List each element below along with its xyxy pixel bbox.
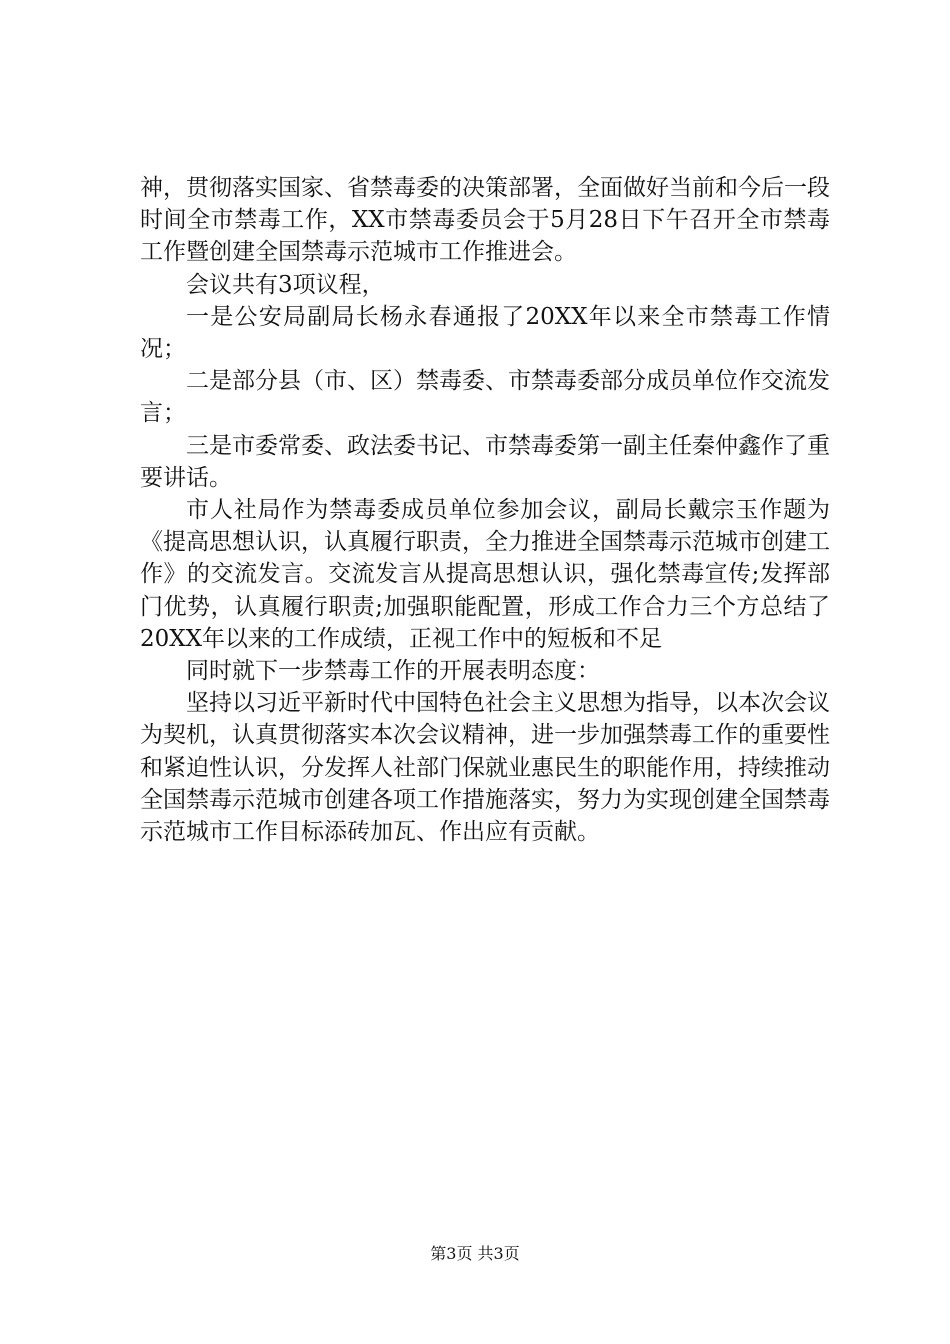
paragraph-attitude-intro: 同时就下一步禁毒工作的开展表明态度： (186, 658, 600, 685)
page-number-footer: 第3页 共3页 (430, 1244, 520, 1263)
paragraph-agenda-item-3: 三是市委常委、政法委书记、市禁毒委第一副主任秦仲鑫作了重要讲话。 (140, 432, 830, 491)
paragraph-agenda-item-2: 二是部分县（市、区）禁毒委、市禁毒委部分成员单位作交流发言； (140, 368, 830, 427)
paragraph-commitment: 坚持以习近平新时代中国特色社会主义思想为指导，以本次会议为契机，认真贯彻落实本次会议精神，进一步加强禁毒工作的重要性和紧迫性认识，分发挥人社部门保就业惠民生的职能作用，持续推动全国禁毒示范城市创建各项工作措施落实，努力为实现创建全国禁毒示范城市工作目标添砖加瓦、作出应有贡献。 (140, 690, 830, 846)
paragraph-continuation: 神，贯彻落实国家、省禁毒委的决策部署，全面做好当前和今后一段时间全市禁毒工作，XX市禁毒委员会于5月28日下午召开全市禁毒工作暨创建全国禁毒示范城市工作推进会。 (140, 175, 830, 266)
paragraph-speech-summary: 市人社局作为禁毒委成员单位参加会议，副局长戴宗玉作题为《提高思想认识，认真履行职责，全力推进全国禁毒示范城市创建工作》的交流发言。交流发言从提高思想认识，强化禁毒宣传;发挥部门优势，认真履行职责;加强职能配置，形成工作合力三个方总结了20XX年以来的工作成绩，正视工作中的短板和不足 (140, 497, 830, 652)
document-body (140, 172, 830, 848)
paragraph-agenda-intro: 会议共有3项议程， (186, 271, 385, 298)
paragraph-agenda-item-1: 一是公安局副局长杨永春通报了20XX年以来全市禁毒工作情况； (140, 303, 830, 363)
